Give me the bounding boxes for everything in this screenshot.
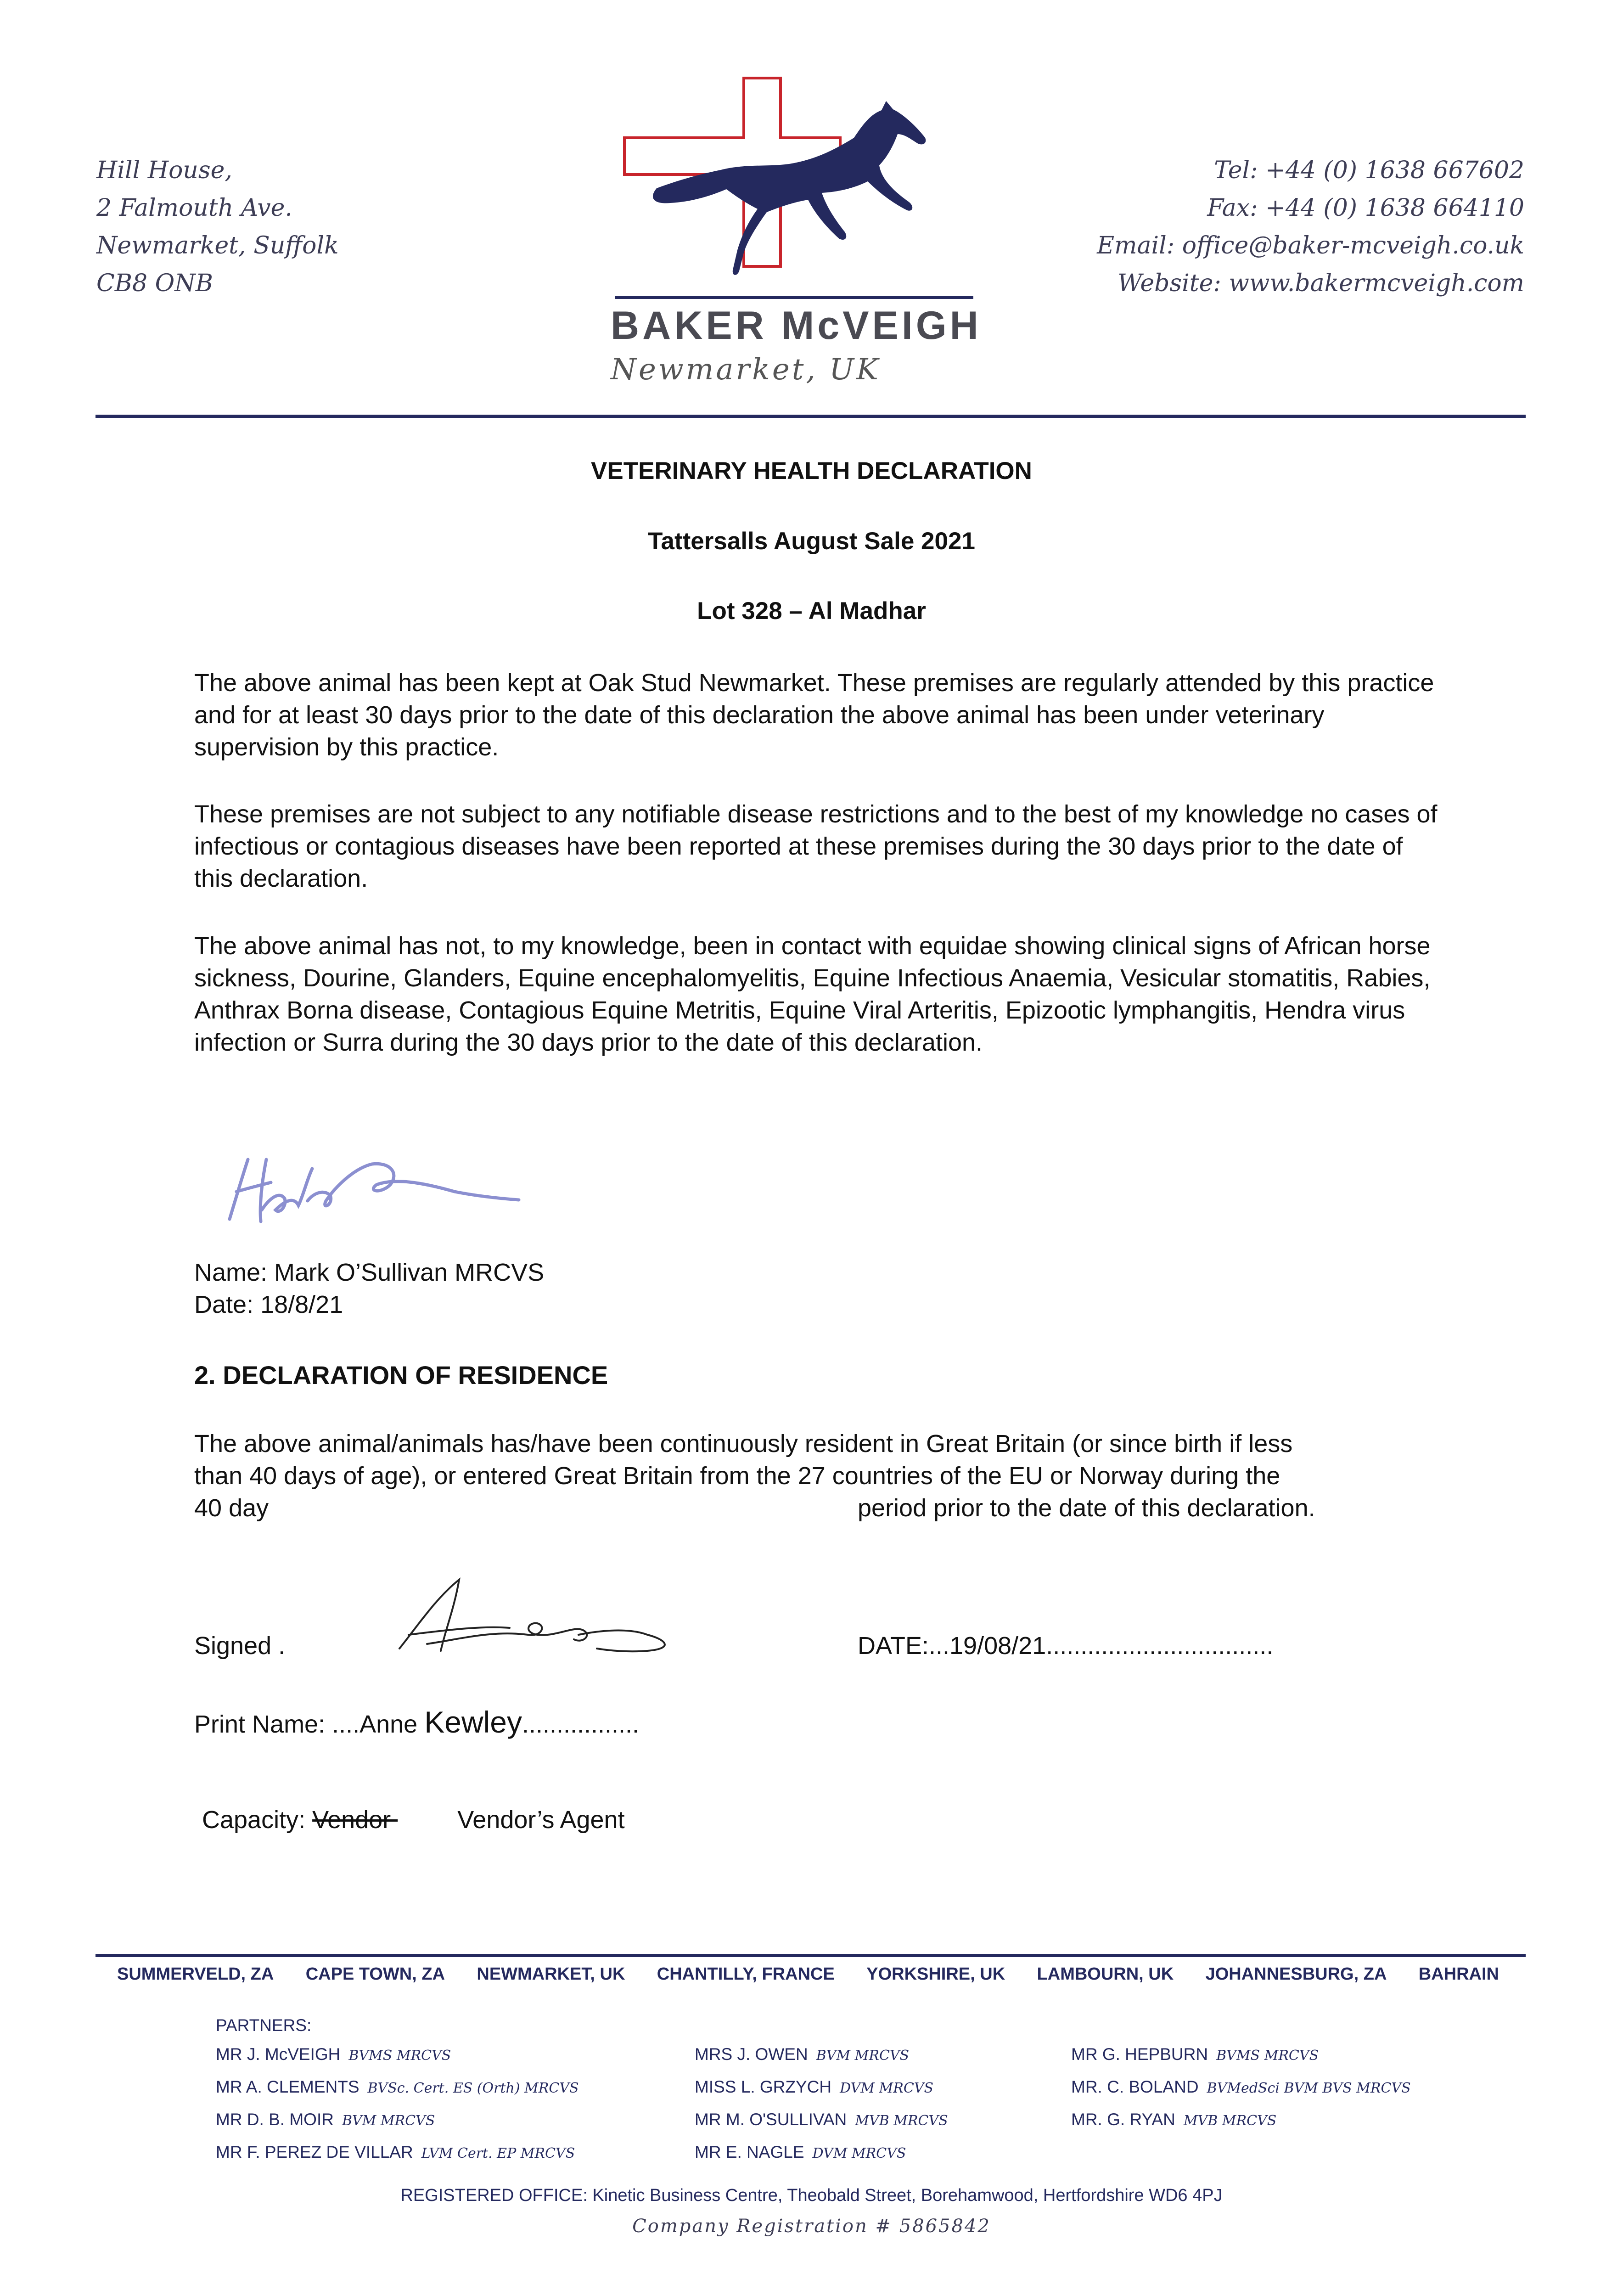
- residence-line-1: The above animal/animals has/have been continuously resident in Great Britain (or since birth if less: [194, 1430, 1293, 1458]
- partners-column-3: [1071, 2039, 1411, 2137]
- vet-signature: [216, 1141, 537, 1238]
- office-locations: [117, 1964, 1499, 1984]
- print-name-prefix: Print Name: ....Anne: [194, 1711, 425, 1738]
- print-name-surname: Kewley: [424, 1705, 522, 1739]
- horse-cross-logo: [606, 69, 983, 308]
- capacity-value: Vendor’s Agent: [457, 1806, 625, 1834]
- brand-location: Newmarket, UK: [611, 353, 881, 387]
- lot-title: Lot 328 – Al Madhar: [697, 597, 926, 625]
- contact-fax: Fax: +44 (0) 1638 664110: [1207, 194, 1524, 222]
- brand-name: BAKER McVEIGH: [611, 304, 982, 348]
- capacity-label: Capacity:: [202, 1806, 313, 1834]
- vet-name: Name: Mark O’Sullivan MRCVS: [194, 1259, 545, 1286]
- paragraph-premises: The above animal has been kept at Oak Stud Newmarket. These premises are regularly attended by this practice and for at least 30 days prior to the date of this declaration the above animal has been under veterinary supervision by this practice.: [194, 669, 1434, 761]
- partner-entry: MR D. B. MOIR BVM MRCVS: [216, 2110, 435, 2129]
- footer-divider: [95, 1954, 1526, 1957]
- address-line: CB8 ONB: [96, 270, 213, 297]
- partner-entry: MR G. HEPBURN BVMS MRCVS: [1071, 2045, 1319, 2064]
- paragraph-restrictions: These premises are not subject to any notifiable disease restrictions and to the best of my knowledge no cases of infectious or contagious diseases have been reported at these premises during the 30 days prior to the date of this declaration.: [194, 800, 1438, 892]
- partners-column-1: [216, 2039, 579, 2169]
- partner-entry: MR F. PEREZ DE VILLAR LVM Cert. EP MRCVS: [216, 2143, 575, 2161]
- address-line: Hill House,: [96, 157, 232, 184]
- paragraph-contact-diseases: The above animal has not, to my knowledge, been in contact with equidae showing clinical signs of African horse sickness, Dourine, Glanders, Equine encephalomyelitis, Equine Infectious Anaemia, Vesicular stomatitis, Rabies, Anthrax Borna disease, Contagious Equine Metritis, Equine Viral Arteritis, Epizootic lymphangitis, Hendra virus infection or Surra during the 30 days prior to the date of this declaration.: [194, 932, 1431, 1056]
- address-line: Newmarket, Suffolk: [96, 232, 339, 259]
- partner-entry: MISS L. GRZYCH DVM MRCVS: [695, 2077, 934, 2096]
- sale-title: Tattersalls August Sale 2021: [648, 528, 975, 555]
- office-location: NEWMARKET, UK: [477, 1964, 625, 1984]
- partner-entry: MR J. McVEIGH BVMS MRCVS: [216, 2045, 451, 2064]
- office-location: SUMMERVELD, ZA: [117, 1964, 274, 1984]
- partner-entry: MR A. CLEMENTS BVSc. Cert. ES (Orth) MRCVS: [216, 2077, 579, 2096]
- office-location: BAHRAIN: [1418, 1964, 1499, 1984]
- contact-block: [1097, 152, 1524, 302]
- office-location: JOHANNESBURG, ZA: [1205, 1964, 1387, 1984]
- office-location: CHANTILLY, FRANCE: [657, 1964, 835, 1984]
- office-location: CAPE TOWN, ZA: [305, 1964, 445, 1984]
- office-location: YORKSHIRE, UK: [866, 1964, 1005, 1984]
- contact-email[interactable]: Email: office@baker-mcveigh.co.uk: [1097, 232, 1524, 259]
- residence-line-3a: 40 day: [194, 1494, 269, 1522]
- print-name-line: [194, 1705, 639, 1739]
- signature-date: DATE:...19/08/21.................................: [858, 1632, 1274, 1660]
- contact-website[interactable]: Website: www.bakermcveigh.com: [1118, 270, 1524, 297]
- residence-line-2: than 40 days of age), or entered Great Britain from the 27 countries of the EU or Norway during the: [194, 1462, 1280, 1490]
- capacity-struck-vendor: Vendor: [312, 1806, 398, 1834]
- partner-entry: MR. G. RYAN MVB MRCVS: [1071, 2110, 1277, 2129]
- company-registration: Company Registration # 5865842: [632, 2216, 991, 2237]
- address-line: 2 Falmouth Ave.: [96, 194, 292, 222]
- vet-date: Date: 18/8/21: [194, 1291, 343, 1318]
- partner-entry: MRS J. OWEN BVM MRCVS: [695, 2045, 910, 2064]
- document-title: VETERINARY HEALTH DECLARATION: [591, 457, 1032, 484]
- contact-tel: Tel: +44 (0) 1638 667602: [1214, 157, 1524, 184]
- residence-line-3b: period prior to the date of this declaration.: [858, 1494, 1315, 1522]
- partner-entry: MR M. O'SULLIVAN MVB MRCVS: [695, 2110, 948, 2129]
- residence-heading: 2. DECLARATION OF RESIDENCE: [194, 1361, 608, 1390]
- print-name-suffix: .................: [522, 1711, 640, 1738]
- partner-entry: MR E. NAGLE DVM MRCVS: [695, 2143, 906, 2161]
- partners-heading: PARTNERS:: [216, 2016, 312, 2035]
- header-divider: [95, 415, 1526, 418]
- partners-column-2: [695, 2039, 948, 2169]
- address-block: [96, 152, 339, 302]
- capacity-line: [202, 1806, 625, 1834]
- agent-signature: [390, 1570, 684, 1662]
- registered-office: REGISTERED OFFICE: Kinetic Business Centre, Theobald Street, Borehamwood, Hertfordshire WD6 4PJ: [400, 2186, 1223, 2205]
- office-location: LAMBOURN, UK: [1037, 1964, 1174, 1984]
- partner-entry: MR. C. BOLAND BVMedSci BVM BVS MRCVS: [1071, 2077, 1411, 2096]
- signed-label: Signed .: [194, 1632, 286, 1660]
- horse-icon: [653, 101, 926, 275]
